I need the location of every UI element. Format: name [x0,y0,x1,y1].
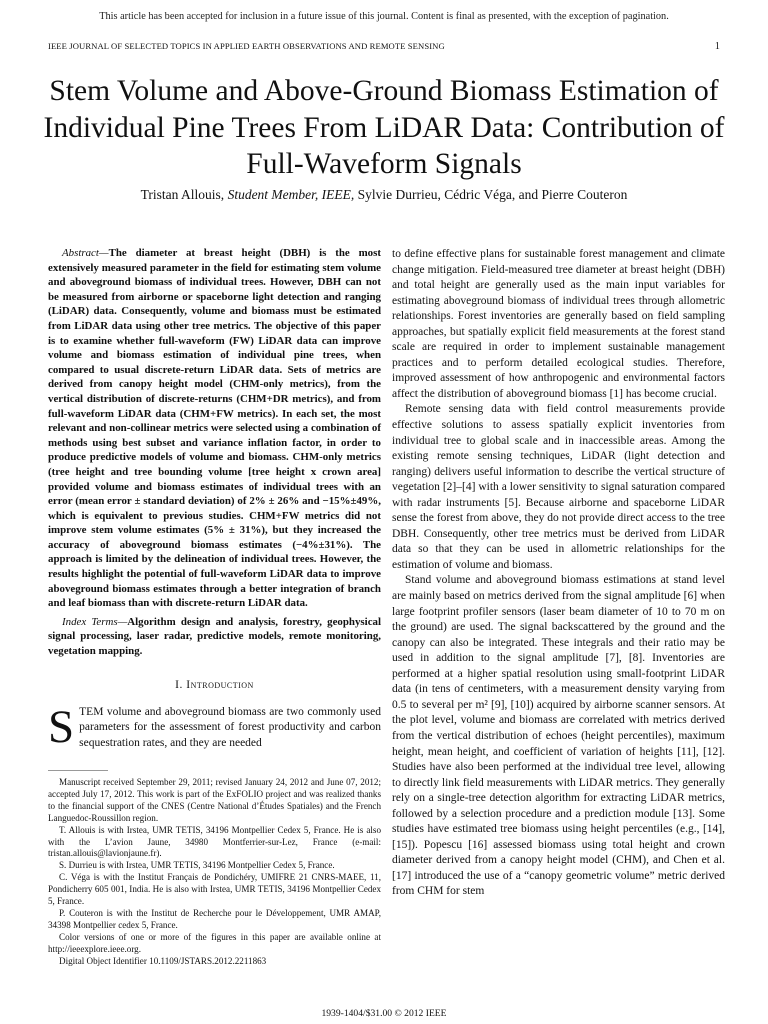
author-first-role: Student Member, IEEE, [227,187,355,202]
section-title: Introduction [186,678,254,691]
footnote-rule [48,770,108,771]
author-first: Tristan Allouis, [140,187,225,202]
footnote: Color versions of one or more of the figures in this paper are available online at http://ieeexplore.ieee.org. [48,931,381,954]
abstract [48,246,381,611]
index-terms-text: Algorithm design and analysis, forestry, geophysical signal processing, laser radar, predictive models, remote monitoring, vegetation mapping. [48,615,381,658]
body-paragraph: Stand volume and aboveground biomass estimations at stand level are mainly based on metrics derived from the signal amplitude [6] when large footprint profiler sensors (laser beam diameter of 10 to 70 m on the ground) are used. The signal backscattered by the ground and the canopy can also be integrated. These integrals and their ratio may be used in addition to the signal amplitude [7], [8]. Inventories are performed at a higher spatial resolution using small-footprint LiDAR data (in tens of centimeters, with a measurement density varying from 0.5 to several per m² [9], [10]) acquired by airborne scanner sensors. At the plot level, volume and biomass are correlated with metrics derived from the vertical distribution of echoes (height percentiles), maximum height, mean height, and coefficient of variation of heights [11], [12]. Studies have also been performed at the individual tree level, allowing to directly link field measurements with LiDAR metrics. They generally rely on a single-tree detection algorithm for extracting LiDAR metrics, followed by a selection procedure and a prediction module [13]. Some studies have estimated tree biomass using height percentiles (e.g., [14], [15]). Popescu [16] assessed biomass using total height and crown diameter derived from a canopy height model (CHM), and Chen et al. [17] introduced the use of a “canopy geometric volume” metric derived from CHM for stem [392,574,725,898]
author-line [0,187,768,203]
intro-text: TEM volume and aboveground biomass are two commonly used parameters for the assessment of forest productivity and carbon sequestration rates, and they are needed [79,705,381,749]
footnote: P. Couteron is with the Institut de Recherche pour le Développement, UMR AMAP, 34398 Montpellier cedex 5, France. [48,907,381,930]
acceptance-notice: This article has been accepted for inclusion in a future issue of this journal. Content is final as presented, with the exception of pagination. [99,11,669,22]
footnote: C. Véga is with the Institut Français de Pondichéry, UMIFRE 21 CNRS-MAEE, 11, Pondicherry 605 001, India. He is also with Irstea, UMR TETIS, 34196 Montpellier Cedex 5, France. [48,872,381,907]
body-paragraph: Remote sensing data with field control measurements provide effective solutions to assess spatially explicit inventories from individual tree to global scale and in inaccessible areas. Among the existing remote sensing techniques, LiDAR (light detection and ranging) delivers useful information to describe the vertical structure of vegetation [2]–[4] with a lower sensitivity to signal saturation compared with radar instruments [5]. Because airborne and spaceborne LiDAR sense the forest from above, they do not provide direct access to the tree DBH. Consequently, other tree metrics must be derived from LiDAR data so that they can be used in allometric relationships for the estimation of volume and biomass. [392,403,725,571]
abstract-lead: Abstract— [62,247,109,259]
footnote: S. Durrieu is with Irstea, UMR TETIS, 34196 Montpellier Cedex 5, France. [59,860,335,871]
intro-paragraph [48,700,381,753]
right-column [392,247,725,900]
footnote: T. Allouis is with Irstea, UMR TETIS, 34196 Montpellier Cedex 5, France. He is also with the L’avion Jaune, 34980 Montferrier-sur-Lez, France (e-mail: tristan.allouis@lavionjaune.fr). [48,824,381,859]
footnotes [48,777,381,968]
copyright-line: 1939-1404/$31.00 © 2012 IEEE [321,1008,447,1019]
section-number: I. [175,678,183,691]
footnote: Manuscript received September 29, 2011; revised January 24, 2012 and June 07, 2012; accepted July 17, 2012. This work is part of the ExFOLIO project and was realized thanks to the financial support of the CNES (Centre National d’Études Spatiales) and the French Languedoc-Roussillon region. [48,777,381,823]
footnote-doi: Digital Object Identifier 10.1109/JSTARS.2012.2211863 [59,955,267,966]
journal-name: IEEE JOURNAL OF SELECTED TOPICS IN APPLIED EARTH OBSERVATIONS AND REMOTE SENSING [48,41,445,51]
body-paragraph: to define effective plans for sustainable forest management and climate change mitigation. Field-measured tree diameter at breast height (DBH) and total height are generally used as the main input variables for estimating aboveground biomass of individual trees through allometric relationships. Forest inventories are generally based on field sampling approaches, but spatially explicit field measurements at the forest stand scale are required in order to implement sustainable management practices and to perform detailed ecological studies. Therefore, improved assessment of how anthropogenic and environmental factors affect the distribution of aboveground biomass [1] has become crucial. [392,248,725,400]
author-others: Sylvie Durrieu, Cédric Véga, and Pierre Couteron [357,187,628,202]
drop-cap: S [48,700,75,753]
abstract-text: The diameter at breast height (DBH) is the most extensively measured parameter in the field for estimating stem volume and aboveground biomass of individual trees. However, DBH can not be measured from airborne or spaceborne light detection and ranging (LiDAR) data. Consequently, volume and biomass must be estimated from LiDAR data using other tree metrics. The objective of this paper is to examine whether full-waveform (FW) LiDAR data can improve volume and biomass estimation of individual pine trees, when compared to usual discrete-return LiDAR data. Sets of metrics are derived from canopy height model (CHM-only metrics), from the vertical distribution of discrete-returns (CHM+DR metrics), and from full-waveform LiDAR data (CHM+FW metrics). In each set, the most relevant and non-collinear metrics were selected using a combination of methods using best subset and variance inflation factor, in order to produce predictive models of volume and biomass. CHM-only metrics (tree height and tree bounding volume [tree height x crown area] provided volume and biomass estimates of individual trees with an error (mean error ± standard deviation) of 2% ± 26% and −15%±49%, which is equivalent to previous studies. CHM+FW metrics did not improve stem volume estimates (5% ± 31%), but they increased the accuracy of aboveground biomass estimates (−4%±31%). The approach is limited by the delineation of individual trees. However, the results highlight the potential of full-waveform LiDAR data to improve aboveground biomass estimates through a better integration of branch and leaf biomass than with discrete-return LiDAR data. [48,247,381,610]
section-heading [48,678,381,693]
page-number: 1 [714,41,720,52]
index-terms-lead: Index Terms— [62,615,128,628]
paper-title: Stem Volume and Above-Ground Biomass Estimation of Individual Pine Trees From LiDAR Data: Contribution of Full-Waveform Signals [43,75,725,180]
left-column [48,246,381,751]
index-terms [48,615,381,659]
